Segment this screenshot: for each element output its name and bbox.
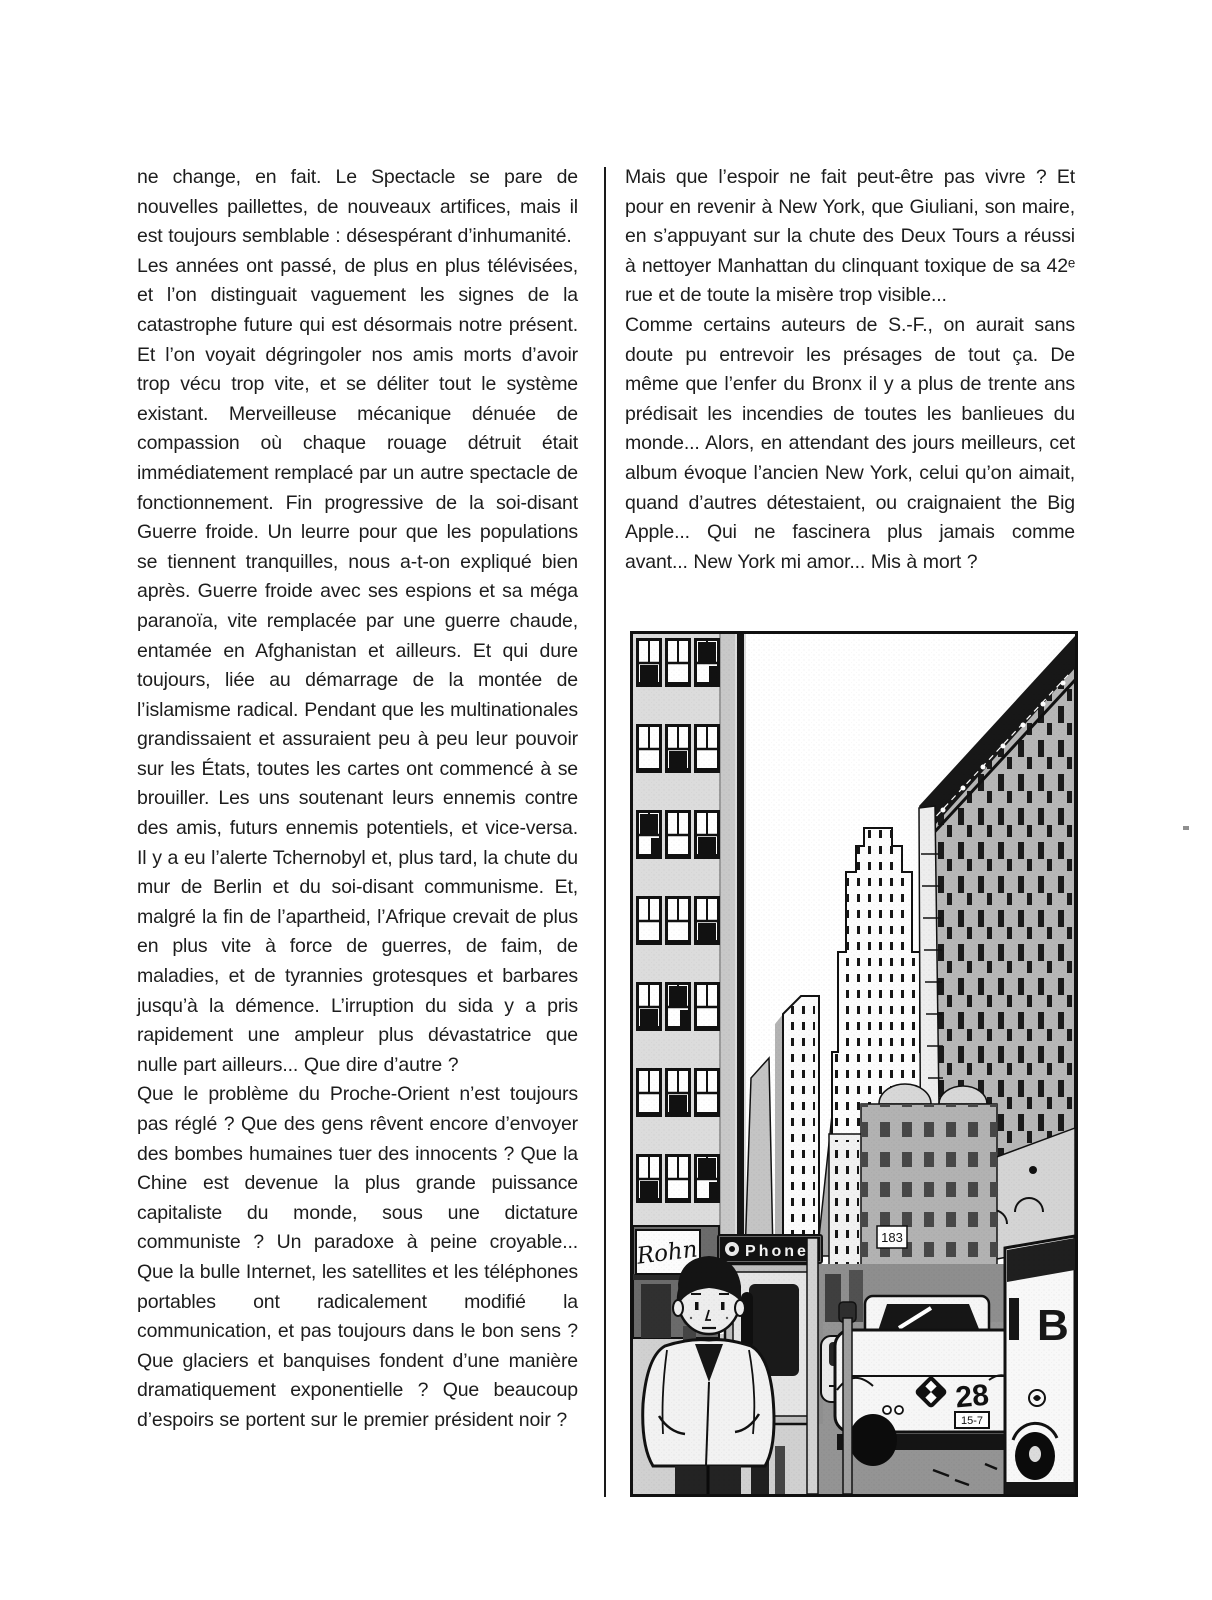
column-divider-rule — [604, 167, 606, 1497]
comic-illustration — [630, 631, 1078, 1497]
right-text-column — [625, 163, 1075, 577]
page-edge-mark — [1183, 826, 1189, 830]
paragraph: Que le problème du Proche-Orient n’est toujours pas réglé ? Que des gens rêvent encore d’envoyer des bombes humaines tuer des innocents ? Que la Chine est devenue la plus grande puissance capitaliste du monde, sous une dictature communiste ? Un paradoxe à peine croyable... Que la bulle Internet, les satellites et les téléphones portables ont radicalement modifié la communication, et pas toujours dans le bon sens ? Que glaciers et banquises fondent d’une manière dramatiquement exponentielle ? Que beaucoup d’espoirs se portent sur le premier président noir ? — [137, 1083, 578, 1431]
left-text-column — [137, 163, 578, 1436]
new-york-street-drawing — [633, 634, 1075, 1494]
paragraph: ne change, en fait. Le Spectacle se pare de nouvelles paillettes, de nouveaux artifices, mais il est toujours semblable : désespérant d’inhumanité. — [137, 166, 578, 248]
halftone-texture — [633, 634, 1075, 1494]
paragraph: Mais que l’espoir ne fait peut-être pas vivre ? Et pour en revenir à New York, que Giuliani, son maire, en s’appuyant sur la chute des Deux Tours a réussi à nettoyer Manhattan du clinquant toxique de sa 42ᵉ rue et de toute la misère trop visible... — [625, 166, 1075, 307]
paragraph: Les années ont passé, de plus en plus télévisées, et l’on distinguait vaguement les signes de la catastrophe future qui est désormais notre présent. Et l’on voyait dégringoler nos amis morts d’avoir trop vécu trop vite, et se déliter tout le système existant. Merveilleuse mécanique dénuée de compassion où chaque rouage détruit était immédiatement remplacé par un autre spectacle de fonctionnement. Fin progressive de la soi-disant Guerre froide. Un leurre pour que les populations se tiennent tranquilles, nous a-t-on expliqué bien après. Guerre froide avec ses espions et sa méga paranoïa, vite remplacée par une guerre chaude, entamée en Afghanistan et ailleurs. Et qui dure toujours, liée au démarrage de la montée de l’islamisme radical. Pendant que les multinationales grandissaient et assuraient peu à peu leur pouvoir sur les États, toutes les cartes ont commencé à se brouiller. Les uns soutenant leurs ennemis contre des amis, futurs ennemis potentiels, et vice-versa. Il y a eu l’alerte Tchernobyl et, plus tard, la chute du mur de Berlin et du soi-disant communisme. Et, malgré la fin de l’apartheid, l’Afrique crevait de plus en plus vite à force de guerres, de faim, de maladies, et de tyrannies grotesques et barbares jusqu’à la démence. L’irruption du sida y a pris rapidement une ampleur plus dévastatrice que nulle part ailleurs... Que dire d’autre ? — [137, 254, 578, 1076]
paragraph: Comme certains auteurs de S.-F., on aurait sans doute pu entrevoir les présages de tout ça. De même que l’enfer du Bronx il y a plus de trente ans prédisait les incendies de toutes les banlieues du monde... Alors, en attendant des jours meilleurs, cet album évoque l’ancien New York, celui qu’on aimait, quand d’autres détestaient, ou craignaient the Big Apple... Qui ne fascinera plus jamais comme avant... New York mi amor... Mis à mort ? — [625, 313, 1075, 573]
